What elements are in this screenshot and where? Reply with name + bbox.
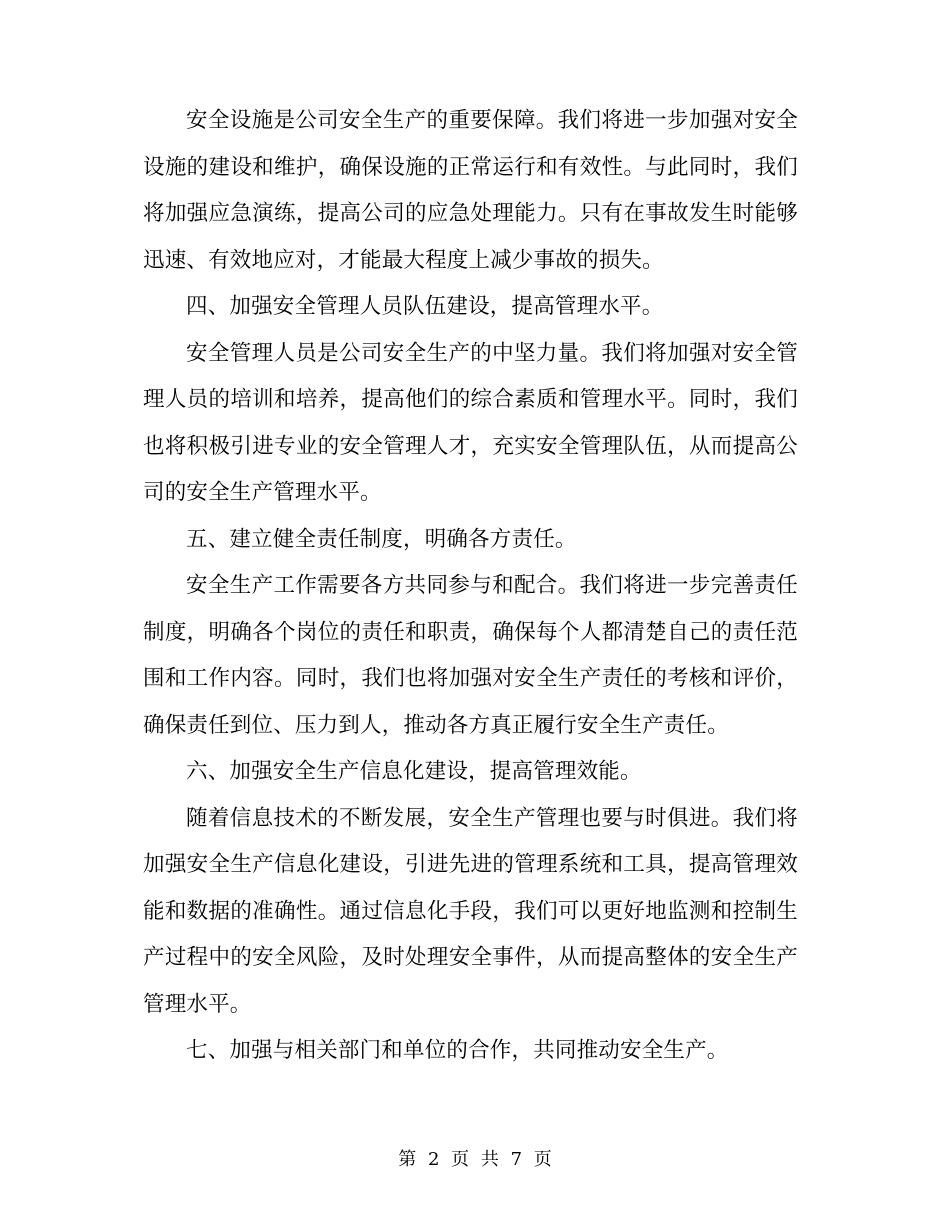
- page-number-footer: 第 2 页 共 7 页: [398, 1149, 552, 1170]
- heading-section-6: 六、加强安全生产信息化建设，提高管理效能。: [186, 759, 642, 784]
- heading-section-4: 四、加强安全管理人员队伍建设，提高管理水平。: [186, 294, 664, 319]
- paragraph-informatization: 随着信息技术的不断发展，安全生产管理也要与时俱进。我们将加强安全生产信息化建设，引进先进的管理系统和工具，提高管理效能和数据的准确性。通过信息化手段，我们可以更好地监测和控制生产过程中的安全风险，及时处理安全事件，从而提高整体的安全生产管理水平。: [143, 805, 798, 1017]
- paragraph-safety-management-staff: 安全管理人员是公司安全生产的中坚力量。我们将加强对安全管理人员的培训和培养，提高他们的综合素质和管理水平。同时，我们也将积极引进专业的安全管理人才，充实安全管理队伍，从而提高公司的安全生产管理水平。: [143, 340, 798, 505]
- heading-section-7: 七、加强与相关部门和单位的合作，共同推动安全生产。: [186, 1038, 729, 1063]
- heading-section-5: 五、建立健全责任制度，明确各方责任。: [186, 526, 577, 552]
- paragraph-responsibility-system: 安全生产工作需要各方共同参与和配合。我们将进一步完善责任制度，明确各个岗位的责任和职责，确保每个人都清楚自己的责任范围和工作内容。同时，我们也将加强对安全生产责任的考核和评价，确保责任到位、压力到人，推动各方真正履行安全生产责任。: [143, 573, 798, 738]
- document-body: [143, 98, 798, 1075]
- paragraph-safety-facilities: 安全设施是公司安全生产的重要保障。我们将进一步加强对安全设施的建设和维护，确保设施的正常运行和有效性。与此同时，我们将加强应急演练，提高公司的应急处理能力。只有在事故发生时能够迅速、有效地应对，才能最大程度上减少事故的损失。: [143, 108, 798, 273]
